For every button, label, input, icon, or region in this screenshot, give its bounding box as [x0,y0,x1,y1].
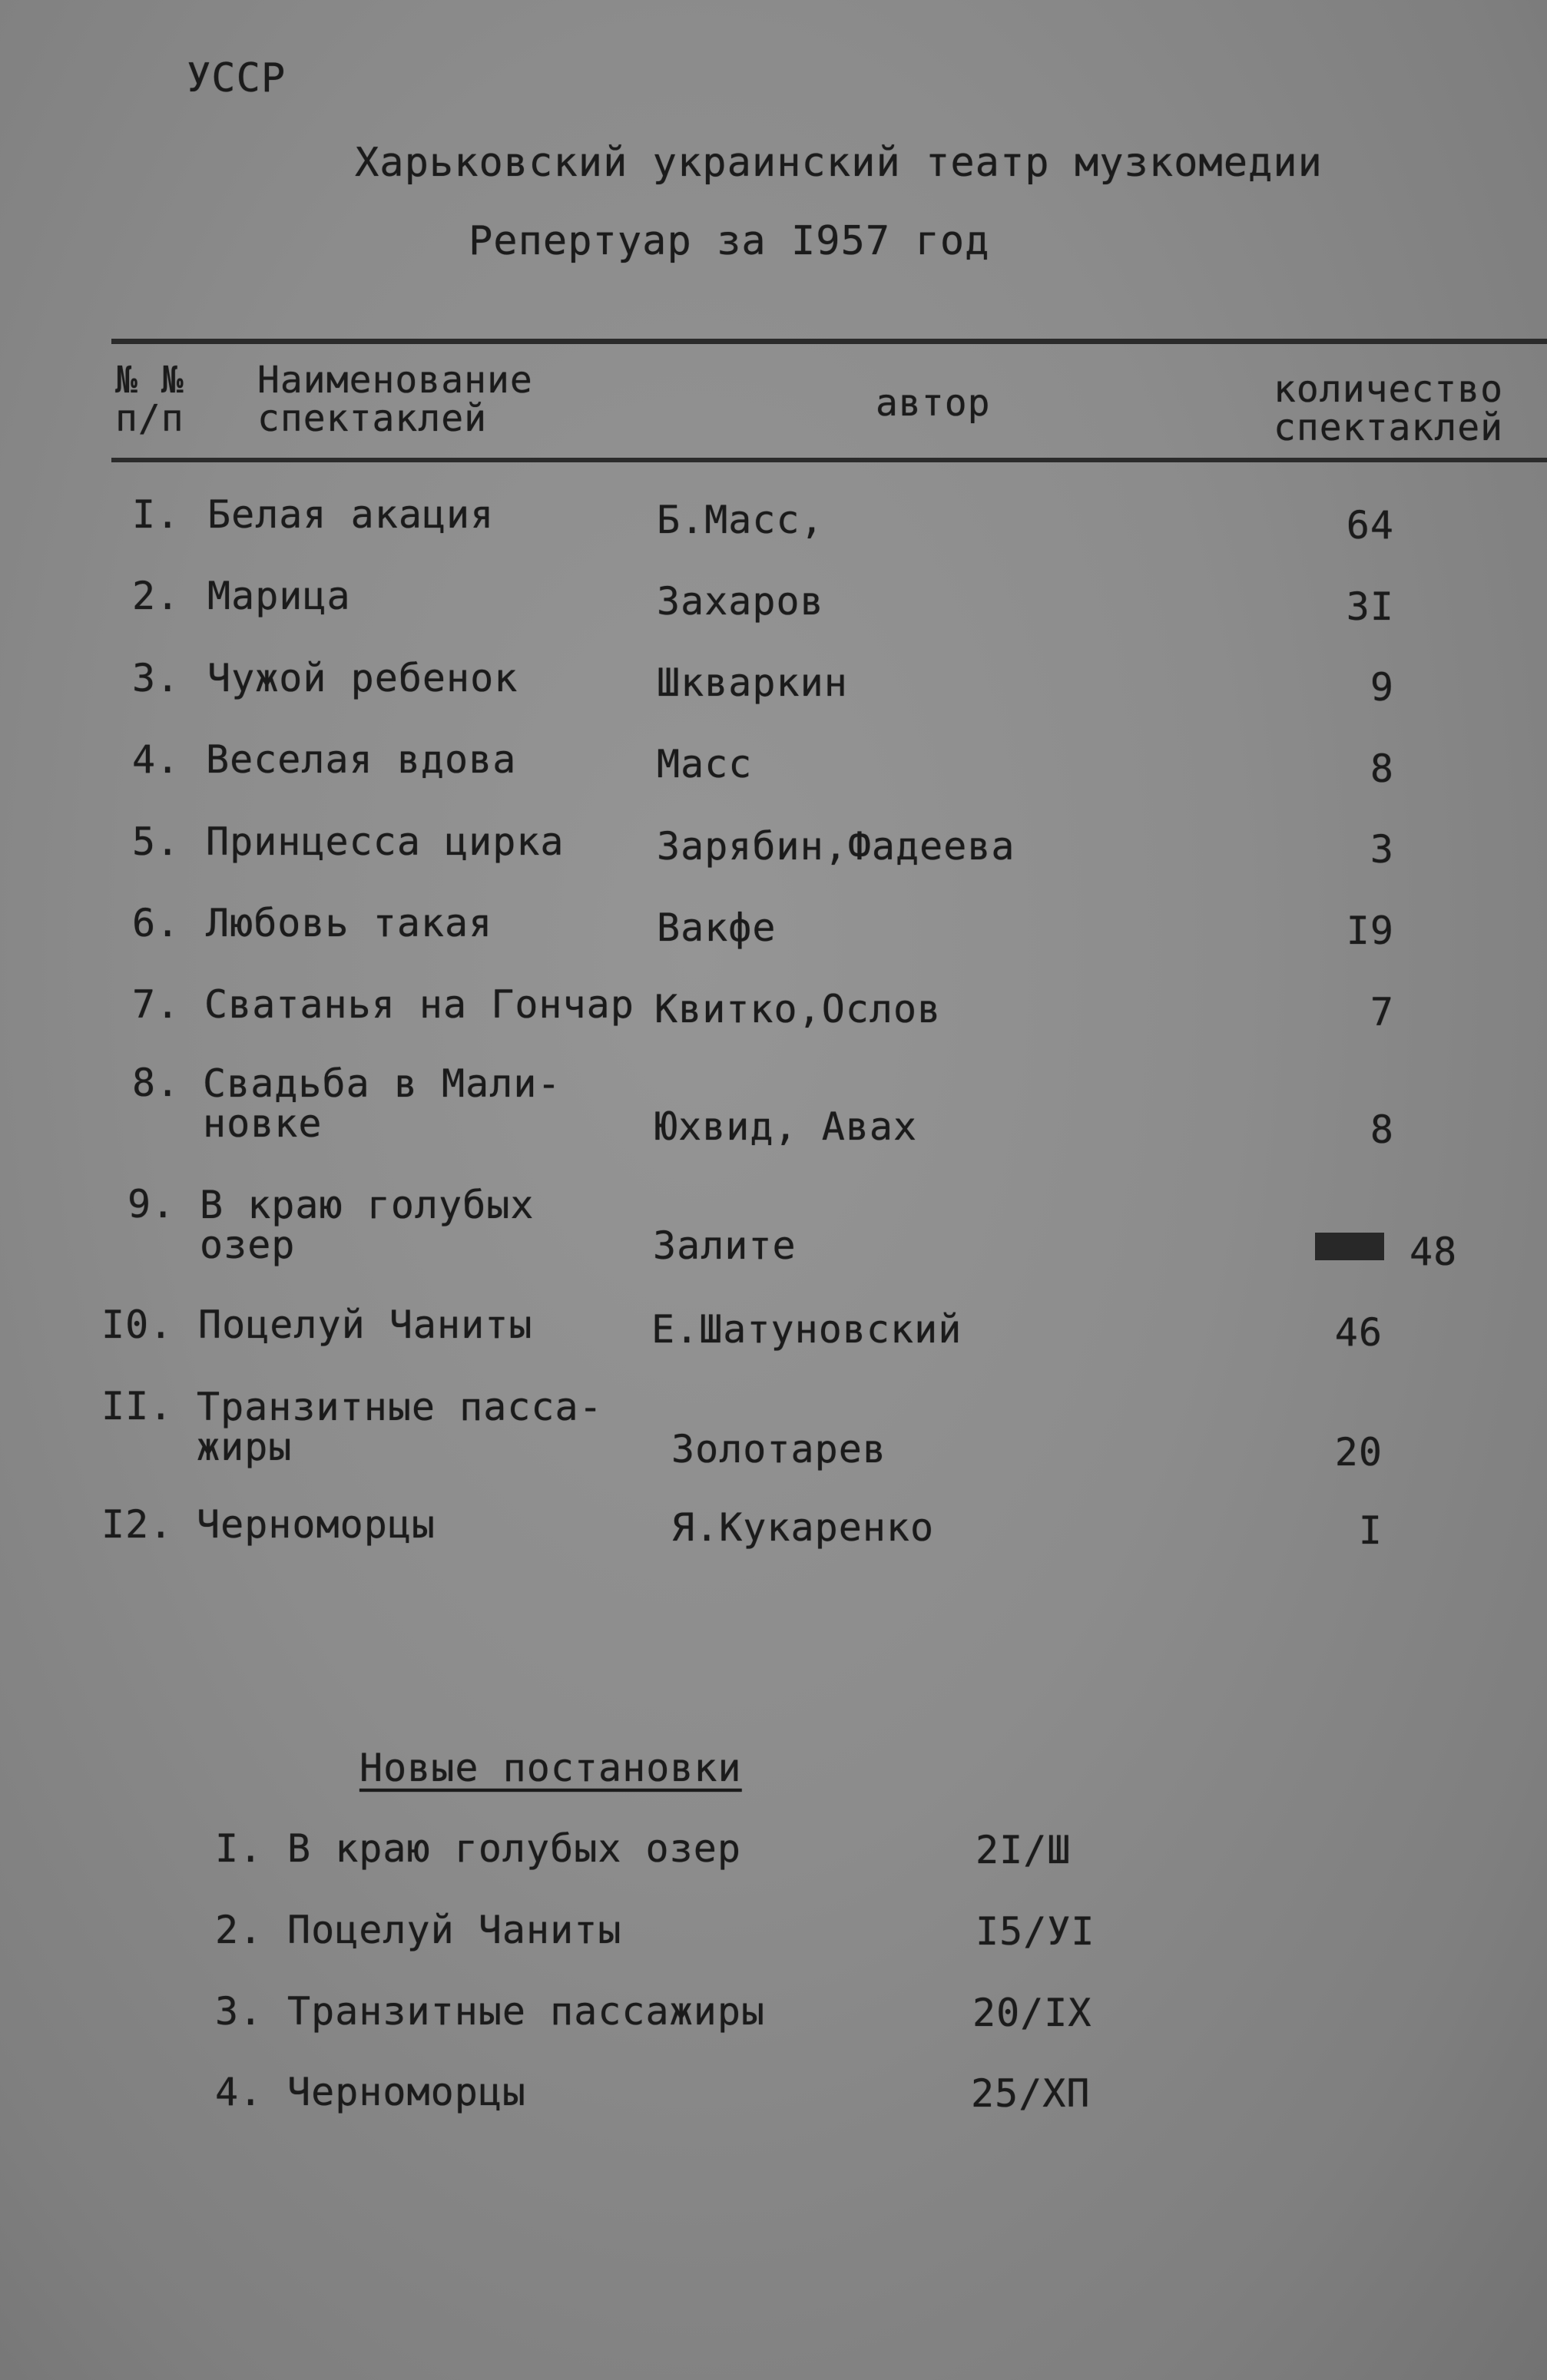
row-number: II. [101,1384,174,1428]
row-author: Юхвид, Авах [654,1104,918,1149]
row-title: Черноморцы [197,1502,436,1547]
row-author: Зарябин,Фадеева [657,824,1015,869]
document-subtitle: Репертуар за I957 год [469,218,990,264]
row-count: 46 [1334,1310,1383,1355]
new-productions-title: Новые постановки [359,1746,742,1790]
row-count: 64 [1346,503,1394,548]
row-count: 9 [1370,665,1394,710]
row-title: Принцесса цирка [206,819,565,864]
row-count: 8 [1370,1107,1394,1152]
row-author: Золотарев [671,1427,886,1471]
row-author: Я.Кукаренко [671,1505,935,1550]
row-count: I [1358,1508,1383,1553]
row-count: 3 [1370,827,1394,872]
production-date: I5/УI [976,1909,1095,1954]
table-header-rule [111,458,1547,462]
row-number: I. [132,492,181,537]
row-title: Марица [207,574,351,618]
row-number: I0. [101,1303,174,1347]
row-count: 8 [1370,746,1394,791]
row-number: 5. [132,819,181,864]
row-count: I9 [1346,909,1394,953]
document-title: Харьковский украинский театр музкомедии [355,140,1323,186]
row-count: 20 [1334,1430,1383,1475]
row-title: Веселая вдова [206,737,517,782]
row-author: Захаров [657,579,824,624]
row-count: 48 [1410,1230,1458,1274]
row-author: Масс [657,742,753,786]
row-author: Квитко,Ослов [654,987,942,1031]
row-number: 2. [132,574,181,618]
production-number: 2. [215,1908,263,1952]
row-number: 7. [132,982,181,1027]
row-title: Сватанья на Гончар [204,982,634,1027]
org-label: УССР [187,55,287,101]
row-author: Шкваркин [657,660,848,705]
row-author: Вакфе [657,905,777,950]
production-title: Поцелуй Чаниты [287,1908,622,1952]
production-date: 20/IX [972,1991,1092,2035]
row-count: 3I [1346,584,1394,629]
row-count: 7 [1370,990,1394,1034]
row-number: 3. [132,656,181,700]
header-count: количество спектаклей [1274,368,1503,449]
row-title: Свадьба в Мали- новке [203,1061,561,1146]
production-number: 3. [215,1989,263,2034]
row-number: 4. [132,737,181,782]
row-title: Белая акация [207,492,495,537]
table-top-rule [111,339,1547,344]
struck-out-mark [1315,1233,1384,1260]
production-date: 25/ХП [971,2071,1091,2116]
production-title: Черноморцы [287,2070,527,2114]
row-title: В краю голубых озер [200,1183,535,1267]
row-number: 8. [132,1061,181,1105]
production-number: 4. [215,2070,263,2114]
header-name: Наименование спектаклей [257,359,533,440]
row-number: 6. [132,901,181,945]
row-title: Любовь такая [206,901,493,945]
production-date: 2I/Ш [976,1828,1072,1872]
row-author: Б.Масс, [657,498,824,542]
production-number: I. [215,1826,263,1871]
row-title: Поцелуй Чаниты [198,1303,533,1347]
row-title: Транзитные пасса- жиры [197,1385,603,1469]
row-author: Залите [653,1223,797,1268]
production-title: В краю голубых озер [287,1826,741,1871]
row-number: 9. [128,1182,176,1226]
header-author: автор [876,382,991,425]
row-author: Е.Шатуновский [651,1307,962,1352]
header-number: № № п/п [115,359,184,440]
row-number: I2. [101,1502,174,1547]
row-title: Чужой ребенок [207,656,518,700]
production-title: Транзитные пассажиры [287,1989,766,2034]
